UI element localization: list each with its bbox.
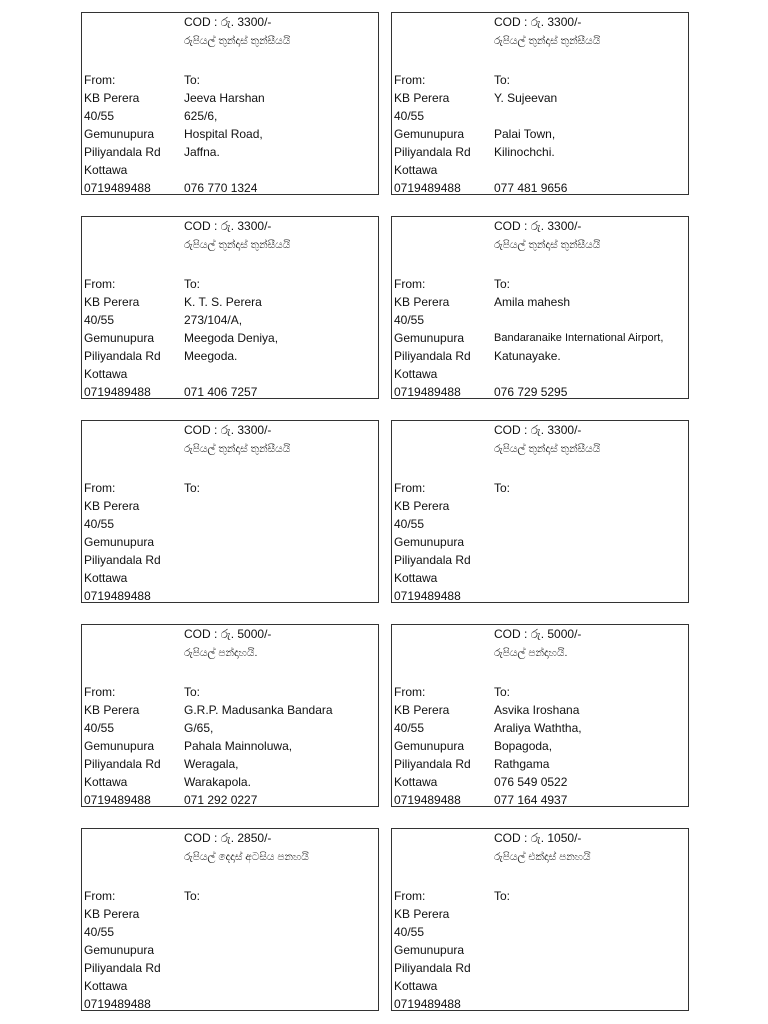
- recipient-line: 076 729 5295: [494, 385, 568, 399]
- sender-line: Piliyandala Rd: [84, 349, 161, 363]
- sender-line: Piliyandala Rd: [84, 145, 161, 159]
- from-heading: From:: [84, 685, 116, 699]
- amount-in-words: රුපියල් දෙදාස් අටසිය පනහයි: [184, 851, 309, 863]
- shipping-label: [81, 828, 379, 1011]
- sender-line: KB Perera: [84, 295, 140, 309]
- sender-line: Gemunupura: [394, 943, 465, 957]
- sender-line: Kottawa: [84, 571, 128, 585]
- recipient-line: G.R.P. Madusanka Bandara: [184, 703, 333, 717]
- recipient-line: Asvika Iroshana: [494, 703, 580, 717]
- sender-line: KB Perera: [84, 907, 140, 921]
- recipient-line: Kilinochchi.: [494, 145, 555, 159]
- sender-line: 0719489488: [84, 181, 151, 195]
- sender-line: Kottawa: [84, 775, 128, 789]
- sender-line: Piliyandala Rd: [84, 553, 161, 567]
- sender-line: KB Perera: [394, 907, 450, 921]
- from-heading: From:: [84, 277, 116, 291]
- sender-line: Gemunupura: [394, 535, 465, 549]
- sender-line: Gemunupura: [84, 331, 155, 345]
- cod-amount: COD : රු. 3300/-: [184, 219, 272, 233]
- sender-line: 40/55: [394, 925, 425, 939]
- recipient-line: Jeeva Harshan: [184, 91, 265, 105]
- to-heading: To:: [494, 73, 511, 87]
- amount-in-words: රුපියල් තුන්දාස් තුන්සීයයි: [494, 443, 601, 455]
- recipient-line: Jaffna.: [184, 145, 220, 159]
- cod-amount: COD : රු. 5000/-: [494, 627, 582, 641]
- sender-line: 0719489488: [394, 181, 461, 195]
- recipient-line: Y. Sujeevan: [494, 91, 558, 105]
- from-heading: From:: [394, 685, 426, 699]
- to-heading: To:: [184, 73, 201, 87]
- recipient-line: 076 549 0522: [494, 775, 568, 789]
- recipient-line: G/65,: [184, 721, 214, 735]
- recipient-line: Bopagoda,: [494, 739, 553, 753]
- sender-line: 40/55: [394, 109, 425, 123]
- recipient-line: Rathgama: [494, 757, 550, 771]
- sender-line: 0719489488: [84, 385, 151, 399]
- amount-in-words: රුපියල් තුන්දාස් තුන්සීයයි: [494, 35, 601, 47]
- sender-line: 40/55: [394, 517, 425, 531]
- recipient-line: Meegoda Deniya,: [184, 331, 279, 345]
- recipient-line: Palai Town,: [494, 127, 556, 141]
- shipping-label: [81, 12, 379, 195]
- recipient-line: Amila mahesh: [494, 295, 571, 309]
- recipient-line: 273/104/A,: [184, 313, 243, 327]
- cod-amount: COD : රු. 3300/-: [494, 423, 582, 437]
- to-heading: To:: [184, 889, 201, 903]
- sender-line: 0719489488: [394, 589, 461, 603]
- shipping-label: [391, 624, 689, 807]
- sender-line: Gemunupura: [394, 127, 465, 141]
- sender-line: Kottawa: [84, 367, 128, 381]
- from-heading: From:: [394, 481, 426, 495]
- sender-line: Piliyandala Rd: [84, 961, 161, 975]
- sender-line: Kottawa: [84, 163, 128, 177]
- sender-line: Piliyandala Rd: [84, 757, 161, 771]
- sender-line: Kottawa: [394, 979, 438, 993]
- sender-line: Kottawa: [394, 163, 438, 177]
- sender-line: 0719489488: [84, 793, 151, 807]
- to-heading: To:: [494, 889, 511, 903]
- to-heading: To:: [184, 685, 201, 699]
- amount-in-words: රුපියල් එක්දාස් පනහයි: [494, 851, 591, 863]
- sender-line: 40/55: [84, 721, 115, 735]
- recipient-line: Weragala,: [184, 757, 239, 771]
- cod-amount: COD : රු. 3300/-: [184, 15, 272, 29]
- sender-line: KB Perera: [84, 91, 140, 105]
- recipient-line: Araliya Waththa,: [494, 721, 582, 735]
- recipient-line: Meegoda.: [184, 349, 238, 363]
- sender-line: Piliyandala Rd: [394, 553, 471, 567]
- sender-line: Piliyandala Rd: [394, 757, 471, 771]
- to-heading: To:: [184, 277, 201, 291]
- sender-line: KB Perera: [84, 703, 140, 717]
- sender-line: Gemunupura: [394, 331, 465, 345]
- shipping-label: [81, 216, 379, 399]
- sender-line: 40/55: [84, 925, 115, 939]
- from-heading: From:: [394, 73, 426, 87]
- cod-amount: COD : රු. 3300/-: [494, 219, 582, 233]
- recipient-line: 076 770 1324: [184, 181, 258, 195]
- sender-line: KB Perera: [394, 91, 450, 105]
- shipping-label: [81, 624, 379, 807]
- sender-line: Gemunupura: [394, 739, 465, 753]
- sender-line: Piliyandala Rd: [394, 961, 471, 975]
- cod-amount: COD : රු. 2850/-: [184, 831, 272, 845]
- cod-amount: COD : රු. 5000/-: [184, 627, 272, 641]
- sender-line: KB Perera: [394, 499, 450, 513]
- shipping-label: [391, 420, 689, 603]
- sender-line: 40/55: [84, 109, 115, 123]
- cod-amount: COD : රු. 3300/-: [494, 15, 582, 29]
- recipient-line: Katunayake.: [494, 349, 561, 363]
- sender-line: Gemunupura: [84, 943, 155, 957]
- sender-line: Kottawa: [84, 979, 128, 993]
- sender-line: Kottawa: [394, 775, 438, 789]
- sender-line: 0719489488: [84, 997, 151, 1011]
- recipient-line: 077 481 9656: [494, 181, 568, 195]
- recipient-line: Warakapola.: [184, 775, 251, 789]
- sender-line: 0719489488: [394, 793, 461, 807]
- recipient-line: Hospital Road,: [184, 127, 263, 141]
- sender-line: 0719489488: [394, 997, 461, 1011]
- recipient-line: 071 406 7257: [184, 385, 258, 399]
- sender-line: 0719489488: [394, 385, 461, 399]
- to-heading: To:: [494, 481, 511, 495]
- from-heading: From:: [394, 277, 426, 291]
- sender-line: Kottawa: [394, 571, 438, 585]
- sender-line: Gemunupura: [84, 127, 155, 141]
- from-heading: From:: [84, 73, 116, 87]
- cod-amount: COD : රු. 1050/-: [494, 831, 582, 845]
- sender-line: KB Perera: [84, 499, 140, 513]
- sender-line: 40/55: [84, 313, 115, 327]
- amount-in-words: රුපියල් පන්දාහයි.: [184, 647, 258, 659]
- recipient-line: 077 164 4937: [494, 793, 568, 807]
- sender-line: 0719489488: [84, 589, 151, 603]
- to-heading: To:: [494, 685, 511, 699]
- shipping-label: [81, 420, 379, 603]
- recipient-line: K. T. S. Perera: [184, 295, 262, 309]
- sender-line: Gemunupura: [84, 535, 155, 549]
- sender-line: 40/55: [394, 313, 425, 327]
- shipping-label: [391, 12, 689, 195]
- sender-line: Piliyandala Rd: [394, 349, 471, 363]
- sender-line: 40/55: [84, 517, 115, 531]
- recipient-line: Bandaranaike International Airport,: [494, 332, 664, 344]
- amount-in-words: රුපියල් පන්දාහයි.: [494, 647, 568, 659]
- shipping-label: [391, 216, 689, 399]
- to-heading: To:: [184, 481, 201, 495]
- sender-line: Kottawa: [394, 367, 438, 381]
- sender-line: KB Perera: [394, 703, 450, 717]
- amount-in-words: රුපියල් තුන්දාස් තුන්සීයයි: [184, 443, 291, 455]
- sender-line: 40/55: [394, 721, 425, 735]
- recipient-line: 071 292 0227: [184, 793, 258, 807]
- from-heading: From:: [394, 889, 426, 903]
- amount-in-words: රුපියල් තුන්දාස් තුන්සීයයි: [184, 35, 291, 47]
- sender-line: KB Perera: [394, 295, 450, 309]
- recipient-line: Pahala Mainnoluwa,: [184, 739, 293, 753]
- shipping-label: [391, 828, 689, 1011]
- cod-amount: COD : රු. 3300/-: [184, 423, 272, 437]
- amount-in-words: රුපියල් තුන්දාස් තුන්සීයයි: [494, 239, 601, 251]
- from-heading: From:: [84, 889, 116, 903]
- amount-in-words: රුපියල් තුන්දාස් තුන්සීයයි: [184, 239, 291, 251]
- to-heading: To:: [494, 277, 511, 291]
- sender-line: Gemunupura: [84, 739, 155, 753]
- sender-line: Piliyandala Rd: [394, 145, 471, 159]
- recipient-line: 625/6,: [184, 109, 218, 123]
- from-heading: From:: [84, 481, 116, 495]
